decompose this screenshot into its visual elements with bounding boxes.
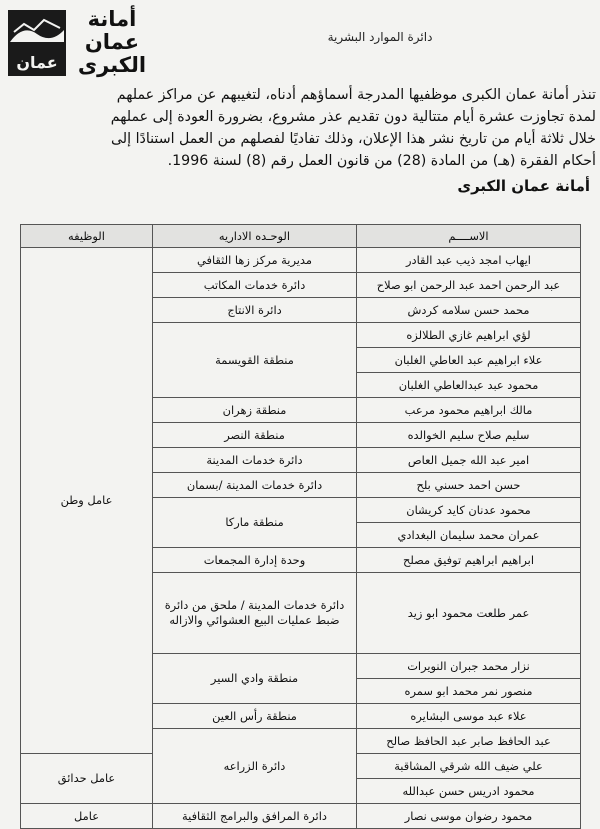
employee-name: علاء ابراهيم عبد العاطي الغلبان: [357, 348, 581, 373]
employee-name: ابراهيم ابراهيم توفيق مصلح: [357, 548, 581, 573]
svg-text:الكبرى: الكبرى: [77, 53, 147, 77]
employee-name: نزار محمد جبران النويرات: [357, 654, 581, 679]
column-header-name: الاســــم: [357, 225, 581, 248]
table-row: [21, 248, 581, 273]
notice-line: لمدة تجاوزت عشرة أيام متتالية دون تقديم عذر مشروع، بضرورة العودة إلى عملهم: [110, 109, 596, 125]
employee-name: عبد الرحمن احمد عبد الرحمن ابو صلاح: [357, 273, 581, 298]
notice-line: تنذر أمانة عمان الكبرى موظفيها المدرجة أسماؤهم أدناه، لتغيبهم عن مراكز عملهم: [116, 87, 596, 103]
admin-unit: دائرة خدمات المدينة / ملحق من دائرة ضبط عمليات البيع العشوائي والازاله: [153, 573, 357, 654]
page-header: [0, 0, 600, 88]
table-row: [21, 804, 581, 829]
column-header-unit: الوحـده الاداريه: [153, 225, 357, 248]
amman-municipality-logo: [8, 2, 158, 80]
employee-name: مالك ابراهيم محمود مرعب: [357, 398, 581, 423]
admin-unit: دائرة الانتاج: [153, 298, 357, 323]
department-name: دائرة الموارد البشرية: [327, 30, 433, 44]
notice-line: خلال ثلاثة أيام من تاريخ نشر هذا الإعلان، وذلك تفاديًا لفصلهم من العمل استنادًا إلى: [110, 131, 596, 147]
employee-name: امير عبد الله جميل العاص: [357, 448, 581, 473]
admin-unit: منطقة وادي السير: [153, 654, 357, 704]
employee-name: محمد حسن سلامه كردش: [357, 298, 581, 323]
svg-text:عمان: عمان: [84, 30, 140, 54]
employee-name: لؤي ابراهيم غازي الطلالزه: [357, 323, 581, 348]
notice-text: [0, 84, 600, 172]
section-title: أمانة عمان الكبرى: [457, 177, 590, 195]
employee-name: محمود عبد عبدالعاطي الغلبان: [357, 373, 581, 398]
employee-name: عبد الحافظ صابر عبد الحافظ صالح: [357, 729, 581, 754]
job-title: عامل وطن: [21, 248, 153, 754]
employee-name: عمر طلعت محمود ابو زيد: [357, 573, 581, 654]
admin-unit: دائرة الزراعه: [153, 729, 357, 804]
column-header-job: الوظيفه: [21, 225, 153, 248]
admin-unit: دائرة خدمات المكاتب: [153, 273, 357, 298]
admin-unit: دائرة خدمات المدينة: [153, 448, 357, 473]
employee-name: حسن احمد حسني بلح: [357, 473, 581, 498]
table-header-row: [21, 225, 581, 248]
admin-unit: منطقة النصر: [153, 423, 357, 448]
notice-line: أحكام الفقرة (هـ) من المادة (28) من قانون العمل رقم (8) لسنة 1996.: [167, 153, 596, 169]
employee-name: سليم صلاح سليم الخوالده: [357, 423, 581, 448]
employee-name: ايهاب امجد ذيب عبد القادر: [357, 248, 581, 273]
admin-unit: دائرة خدمات المدينة /بسمان: [153, 473, 357, 498]
admin-unit: وحدة إدارة المجمعات: [153, 548, 357, 573]
admin-unit: منطقة القويسمة: [153, 323, 357, 398]
admin-unit: منطقة ماركا: [153, 498, 357, 548]
admin-unit: منطقة رأس العين: [153, 704, 357, 729]
svg-text:عمان: عمان: [16, 53, 58, 72]
employee-name: منصور نمر محمد ابو سمره: [357, 679, 581, 704]
admin-unit: دائرة المرافق والبرامج الثقافية: [153, 804, 357, 829]
admin-unit: منطقة زهران: [153, 398, 357, 423]
employee-name: محمود ادريس حسن عبدالله: [357, 779, 581, 804]
employee-name: محمود عدنان كايد كريشان: [357, 498, 581, 523]
admin-unit: مديرية مركز زها الثقافي: [153, 248, 357, 273]
employee-name: علي ضيف الله شرقي المشاقبة: [357, 754, 581, 779]
employee-name: عمران محمد سليمان البغدادي: [357, 523, 581, 548]
job-title: عامل: [21, 804, 153, 829]
employee-name: محمود رضوان موسى نصار: [357, 804, 581, 829]
employees-table: [20, 224, 581, 829]
svg-text:أمانة: أمانة: [87, 7, 137, 31]
job-title: عامل حدائق: [21, 754, 153, 804]
employee-name: علاء عبد موسى البشايره: [357, 704, 581, 729]
